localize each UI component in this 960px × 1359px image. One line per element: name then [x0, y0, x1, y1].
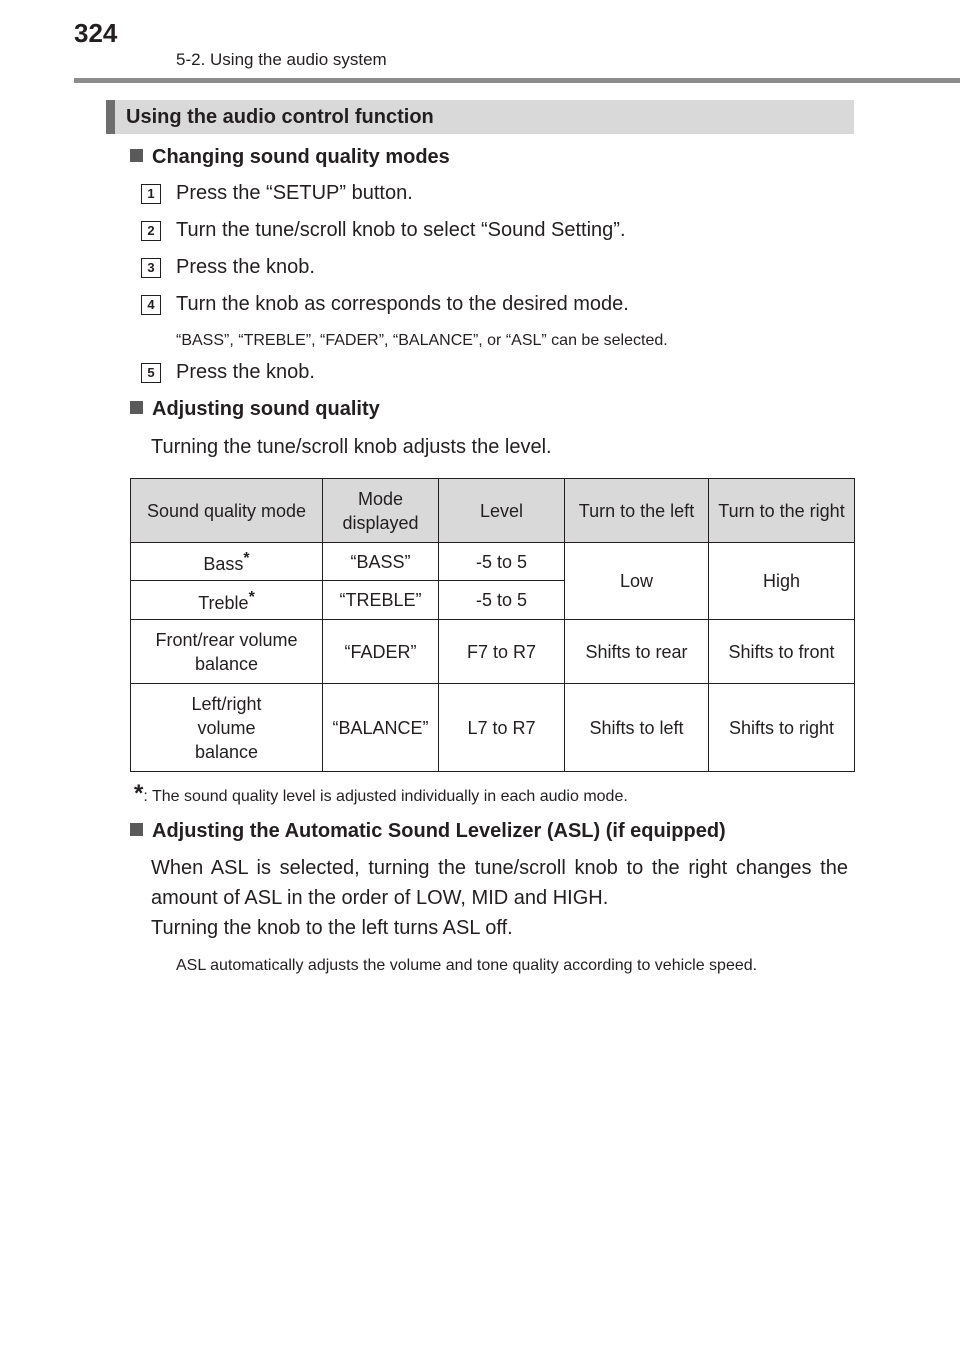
- table-cell: -5 to 5: [439, 581, 565, 620]
- table-cell: Shifts to right: [709, 684, 855, 772]
- step-text: Press the knob.: [176, 256, 315, 278]
- body-text: When ASL is selected, turning the tune/scroll knob to the right changes the amount of ASL in the order of LOW, MID and HIGH.: [151, 857, 848, 909]
- table-header: Turn to the left: [565, 479, 709, 543]
- cell-text: Bass: [203, 554, 244, 574]
- table-cell: Shifts to front: [709, 620, 855, 684]
- subheading-text: Changing sound quality modes: [152, 146, 450, 168]
- table-cell: [131, 543, 323, 581]
- square-bullet-icon: [130, 149, 143, 162]
- step-number: 1: [141, 184, 161, 204]
- body-text: Turning the knob to the left turns ASL off.: [151, 917, 513, 939]
- table-cell: L7 to R7: [439, 684, 565, 772]
- header-rule: [74, 78, 960, 83]
- table-cell: “BASS”: [323, 543, 439, 581]
- section-accent: [106, 100, 115, 134]
- sound-settings-table: [130, 478, 855, 772]
- table-header: Level: [439, 479, 565, 543]
- subheading-asl: [130, 820, 726, 843]
- table-cell: [131, 581, 323, 620]
- asterisk-mark: *: [248, 588, 255, 606]
- table-row: [131, 543, 855, 581]
- step-number: 4: [141, 295, 161, 315]
- subheading-adjusting-quality: [130, 398, 380, 421]
- asl-note: ASL automatically adjusts the volume and tone quality according to vehicle speed.: [176, 957, 758, 974]
- running-head: 5-2. Using the audio system: [176, 50, 387, 69]
- step-text: Press the knob.: [176, 361, 315, 383]
- cell-text: Treble: [198, 592, 249, 613]
- table-cell: Shifts to rear: [565, 620, 709, 684]
- square-bullet-icon: [130, 823, 143, 836]
- step-number: 2: [141, 221, 161, 241]
- table-cell: “FADER”: [323, 620, 439, 684]
- table-header: Turn to the right: [709, 479, 855, 543]
- asterisk-mark: *: [243, 550, 250, 567]
- step-text: Turn the knob as corresponds to the desired mode.: [176, 293, 629, 315]
- table-cell: Front/rear volume balance: [131, 620, 323, 684]
- step-text: Turn the tune/scroll knob to select “Sound Setting”.: [176, 219, 626, 241]
- table-cell: “TREBLE”: [323, 581, 439, 620]
- page-number: 324: [74, 18, 118, 48]
- step-number: 5: [141, 363, 161, 383]
- subheading-text: Adjusting sound quality: [152, 398, 380, 420]
- table-cell: F7 to R7: [439, 620, 565, 684]
- table-row: [131, 620, 855, 684]
- table-cell: High: [709, 543, 855, 620]
- square-bullet-icon: [130, 401, 143, 414]
- table-row: [131, 684, 855, 772]
- step-number: 3: [141, 258, 161, 278]
- step-text: Press the “SETUP” button.: [176, 182, 413, 204]
- section-heading-bar: [106, 100, 854, 134]
- section-title: Using the audio control function: [126, 106, 434, 128]
- table-footnote: [134, 780, 628, 808]
- table-header-row: [131, 479, 855, 543]
- table-cell: Shifts to left: [565, 684, 709, 772]
- table-cell: Low: [565, 543, 709, 620]
- table-header: Mode displayed: [323, 479, 439, 543]
- table-cell: -5 to 5: [439, 543, 565, 581]
- table-cell: “BALANCE”: [323, 684, 439, 772]
- step-note: “BASS”, “TREBLE”, “FADER”, “BALANCE”, or “ASL” can be selected.: [176, 332, 668, 349]
- table-cell: Left/right volume balance: [131, 684, 323, 772]
- footnote-asterisk: *: [134, 780, 144, 807]
- footnote-text: : The sound quality level is adjusted individually in each audio mode.: [143, 788, 628, 805]
- body-text: Turning the tune/scroll knob adjusts the level.: [151, 436, 552, 458]
- subheading-text: Adjusting the Automatic Sound Levelizer (ASL) (if equipped): [152, 820, 726, 842]
- subheading-changing-modes: [130, 146, 450, 169]
- table-header: Sound quality mode: [131, 479, 323, 543]
